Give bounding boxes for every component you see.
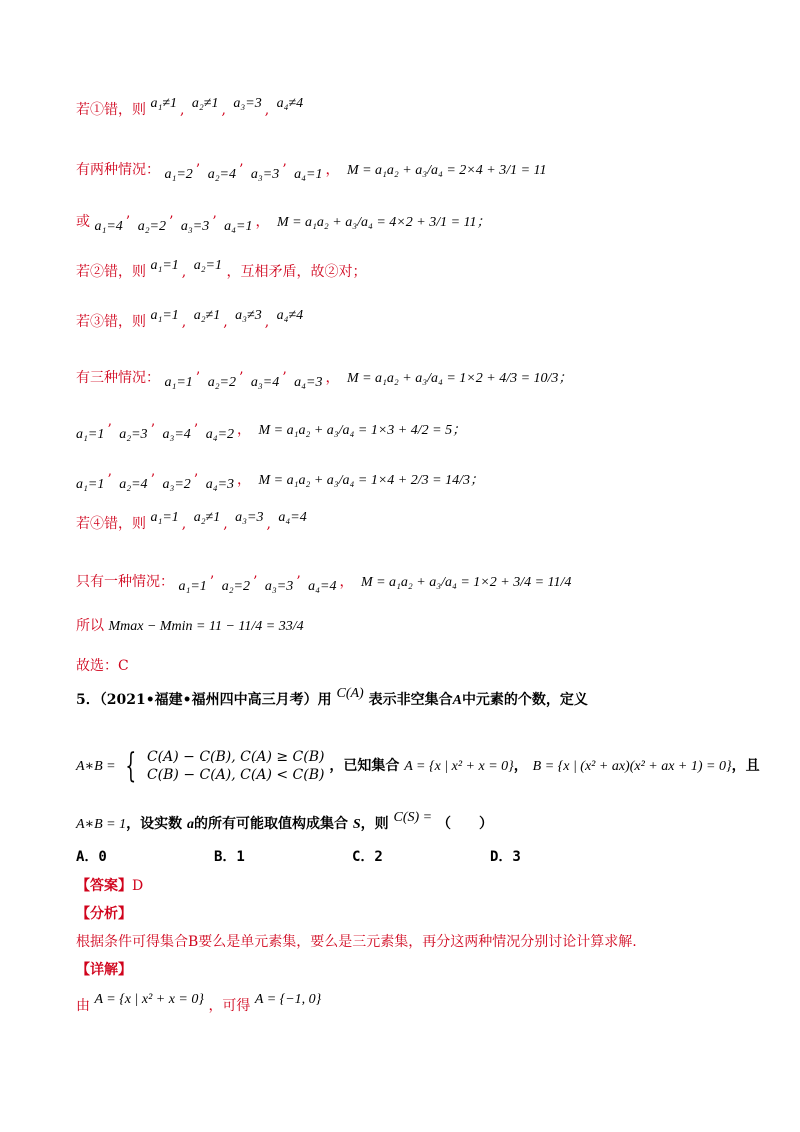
case2-suffix: ，互相矛盾，故②对； [226, 264, 367, 280]
therefore-prefix: 所以 [76, 618, 104, 634]
q5-cs: C(S) = [393, 810, 433, 825]
case3-opt1-line: 有三种情况： a₁=1 ’ a₂=2 ’ a₃=4 ’ a₄=3 ， M = a₁a₂ + a₃/a₄ = 1×2 + 4/3 = 10/3； [76, 370, 573, 390]
option-d[interactable]: D．3 [490, 849, 521, 865]
detail-result: A = {−1, 0} [254, 992, 322, 1007]
case3-opt3-a1: a₁=1 [76, 477, 105, 492]
case2-cond-1: a₁=1 [150, 258, 179, 273]
q5-comma: ， [513, 758, 528, 774]
q5-case-b: C(B) − C(A), C(A) < C(B) [146, 767, 325, 783]
case1-cond-3: a₃=3 [233, 96, 262, 111]
detail-mid: ，可得 [208, 998, 251, 1014]
case4-cond-3: a₃=3 [235, 510, 264, 525]
case1-opt1-a4: a₄=1 [294, 167, 323, 182]
case4-opt1-a1: a₁=1 [178, 579, 207, 594]
case4-opt1-a3: a₃=3 [264, 579, 294, 594]
detail-line [76, 992, 322, 1017]
therefore-expr: Mmax − Mmin = 11 − 11/4 = 33/4 [108, 619, 304, 634]
case3-intro: 有三种情况： [76, 370, 160, 386]
case1-opt2-a3: a₃=3 [180, 219, 210, 234]
case4-opt1-a4: a₄=4 [308, 579, 337, 594]
case1-cond-4: a₄≠4 [276, 96, 304, 111]
case1-opt1-a2: a₂=4 [207, 167, 237, 182]
q5-a: A [452, 693, 462, 708]
case4-cond-2: a₂≠1 [193, 510, 221, 525]
case4-prefix: 若④错，则 [76, 516, 146, 532]
answer-label: 【答案】 [76, 878, 132, 894]
case3-opt3-a3: a₃=2 [162, 477, 191, 492]
q5-ca: C(A) [336, 686, 364, 701]
case2-prefix: 若②错，则 [76, 264, 146, 280]
answer-value: D [132, 878, 144, 894]
case3-opt1-a1: a₁=1 [164, 375, 193, 390]
answer-line [76, 876, 143, 896]
case3-cond-3: a₃≠3 [235, 308, 262, 323]
q5-stem-line3 [76, 810, 493, 835]
q5-and: ，且 [731, 758, 760, 774]
case1-opt1-a3: a₃=3 [250, 167, 280, 182]
option-a[interactable]: A．0 [76, 849, 107, 865]
case3-opt3-line: a₁=1 ’ a₂=4 ’ a₃=2 ’ a₄=3 ， M = a₁a₂ + a₃/a₄ = 1×4 + 2/3 = 14/3； [76, 472, 484, 492]
case3-cond-4: a₄≠4 [276, 308, 304, 323]
q5-text4: ，设实数 [126, 816, 183, 832]
case1-opt2-line: 或 a₁=4 ’ a₂=2 ’ a₃=3 ’ a₄=1 ， M = a₁a₂ + a₃/a₄ = 4×2 + 3/1 = 11； [76, 214, 491, 234]
analysis-text: 根据条件可得集合B要么是单元素集，要么是三元素集，再分这两种情况分别讨论计算求解. [76, 934, 637, 950]
case3-opt2-a3: a₃=4 [162, 427, 191, 442]
case3-cond-2: a₂≠1 [193, 308, 221, 323]
case3-opt2-a1: a₁=1 [76, 427, 105, 442]
q5-text1: 用 [317, 692, 332, 708]
q5-cond: A∗B = 1 [76, 817, 127, 832]
case2-cond-2: a₂=1 [193, 258, 223, 273]
case1-opt2-expr: M = a₁a₂ + a₃/a₄ = 4×2 + 3/1 = 11； [276, 215, 491, 230]
case3-opt1-a2: a₂=2 [207, 375, 237, 390]
case4-line: 若④错，则 a₁=1 , a₂≠1 , a₃=3 , a₄=4 [76, 510, 307, 532]
q5-var-a: a [186, 817, 194, 832]
case1-or: 或 [76, 214, 90, 230]
case3-prefix: 若③错，则 [76, 314, 146, 330]
case4-cond-1: a₁=1 [150, 510, 179, 525]
q5-stem-line2: A∗B = { C(A) − C(B), C(A) ≥ C(B) C(B) − C(A), C(A) < C(B) ，已知集合 A = {x | x² + x = 0}， B = {x | (x² + ax)(x² + ax + 1) = 0}，且 [76, 746, 760, 786]
case4-intro: 只有一种情况： [76, 574, 174, 590]
case3-opt3-expr: M = a₁a₂ + a₃/a₄ = 1×4 + 2/3 = 14/3； [258, 473, 484, 488]
q5-setB: B = {x | (x² + ax)(x² + ax + 1) = 0} [532, 759, 732, 774]
q5-text2: 表示非空集合 [368, 692, 453, 708]
case1-cond-1: a₁≠1 [150, 96, 178, 111]
q5-S: S [352, 817, 361, 832]
case3-opt2-expr: M = a₁a₂ + a₃/a₄ = 1×3 + 4/2 = 5； [258, 423, 467, 438]
case1-cond-2: a₂≠1 [191, 96, 219, 111]
case3-opt1-a3: a₃=4 [250, 375, 280, 390]
case4-opt1-a2: a₂=2 [221, 579, 251, 594]
q5-number: 5． [76, 692, 100, 708]
case3-opt1-expr: M = a₁a₂ + a₃/a₄ = 1×2 + 4/3 = 10/3； [346, 371, 573, 386]
case1-line: 若①错，则 a₁≠1 , a₂≠1 , a₃=3 , a₄≠4 [76, 96, 304, 118]
case1-opt1-expr: M = a₁a₂ + a₃/a₄ = 2×4 + 3/1 = 11 [346, 163, 547, 178]
case4-opt1-expr: M = a₁a₂ + a₃/a₄ = 1×2 + 3/4 = 11/4 [360, 575, 572, 590]
detail-prefix: 由 [76, 998, 90, 1014]
case1-opt2-a2: a₂=2 [137, 219, 167, 234]
option-c[interactable]: C．2 [352, 849, 383, 865]
case3-line: 若③错，则 a₁=1 , a₂≠1 , a₃≠3 , a₄≠4 [76, 308, 304, 330]
case3-opt2-a4: a₄=2 [205, 427, 235, 442]
q5-def-cases [147, 748, 325, 784]
case3-opt3-a2: a₂=4 [119, 477, 148, 492]
detail-label: 【详解】 [76, 962, 132, 978]
case1-opt2-a4: a₄=1 [224, 219, 253, 234]
q5-def-lhs: A∗B = [76, 759, 116, 774]
case4-opt1-line: 只有一种情况： a₁=1 ’ a₂=2 ’ a₃=3 ’ a₄=4 ， M = a₁a₂ + a₃/a₄ = 1×2 + 3/4 = 11/4 [76, 574, 572, 594]
case2-line: 若②错，则 a₁=1 , a₂=1 ，互相矛盾，故②对； [76, 258, 367, 280]
q5-paren: （ ） [436, 816, 493, 832]
q5-text6: ，则 [360, 816, 389, 832]
case1-prefix: 若①错，则 [76, 102, 146, 118]
detail-setA: A = {x | x² + x = 0} [94, 992, 204, 1007]
case3-opt2-a2: a₂=3 [119, 427, 148, 442]
therefore-line [76, 616, 304, 637]
case3-opt2-line: a₁=1 ’ a₂=3 ’ a₃=4 ’ a₄=2 ， M = a₁a₂ + a₃/a₄ = 1×3 + 4/2 = 5； [76, 422, 467, 442]
case4-cond-4: a₄=4 [278, 510, 307, 525]
choice-line: 故选：C [76, 658, 129, 674]
case3-opt1-a4: a₄=3 [294, 375, 323, 390]
q5-text3: 中元素的个数，定义 [461, 692, 588, 708]
case1-opt1-line: 有两种情况： a₁=2 ’ a₂=4 ’ a₃=3 ’ a₄=1 ， M = a₁a₂ + a₃/a₄ = 2×4 + 3/1 = 11 [76, 162, 547, 182]
option-b[interactable]: B．1 [214, 849, 245, 865]
q5-setA: A = {x | x² + x = 0} [404, 759, 514, 774]
q5-source: （2021•福建•福州四中高三月考） [99, 692, 318, 708]
q5-case-a: C(A) − C(B), C(A) ≥ C(B) [146, 749, 325, 765]
q5-known: ，已知集合 [329, 758, 400, 774]
q5-text5: 的所有可能取值构成集合 [193, 816, 348, 832]
q5-stem-line1 [76, 686, 588, 711]
analysis-label: 【分析】 [76, 906, 132, 922]
case1-intro: 有两种情况： [76, 162, 160, 178]
case1-opt1-a1: a₁=2 [164, 167, 193, 182]
case1-opt2-a1: a₁=4 [94, 219, 123, 234]
case3-opt3-a4: a₄=3 [205, 477, 235, 492]
case3-cond-1: a₁=1 [150, 308, 179, 323]
